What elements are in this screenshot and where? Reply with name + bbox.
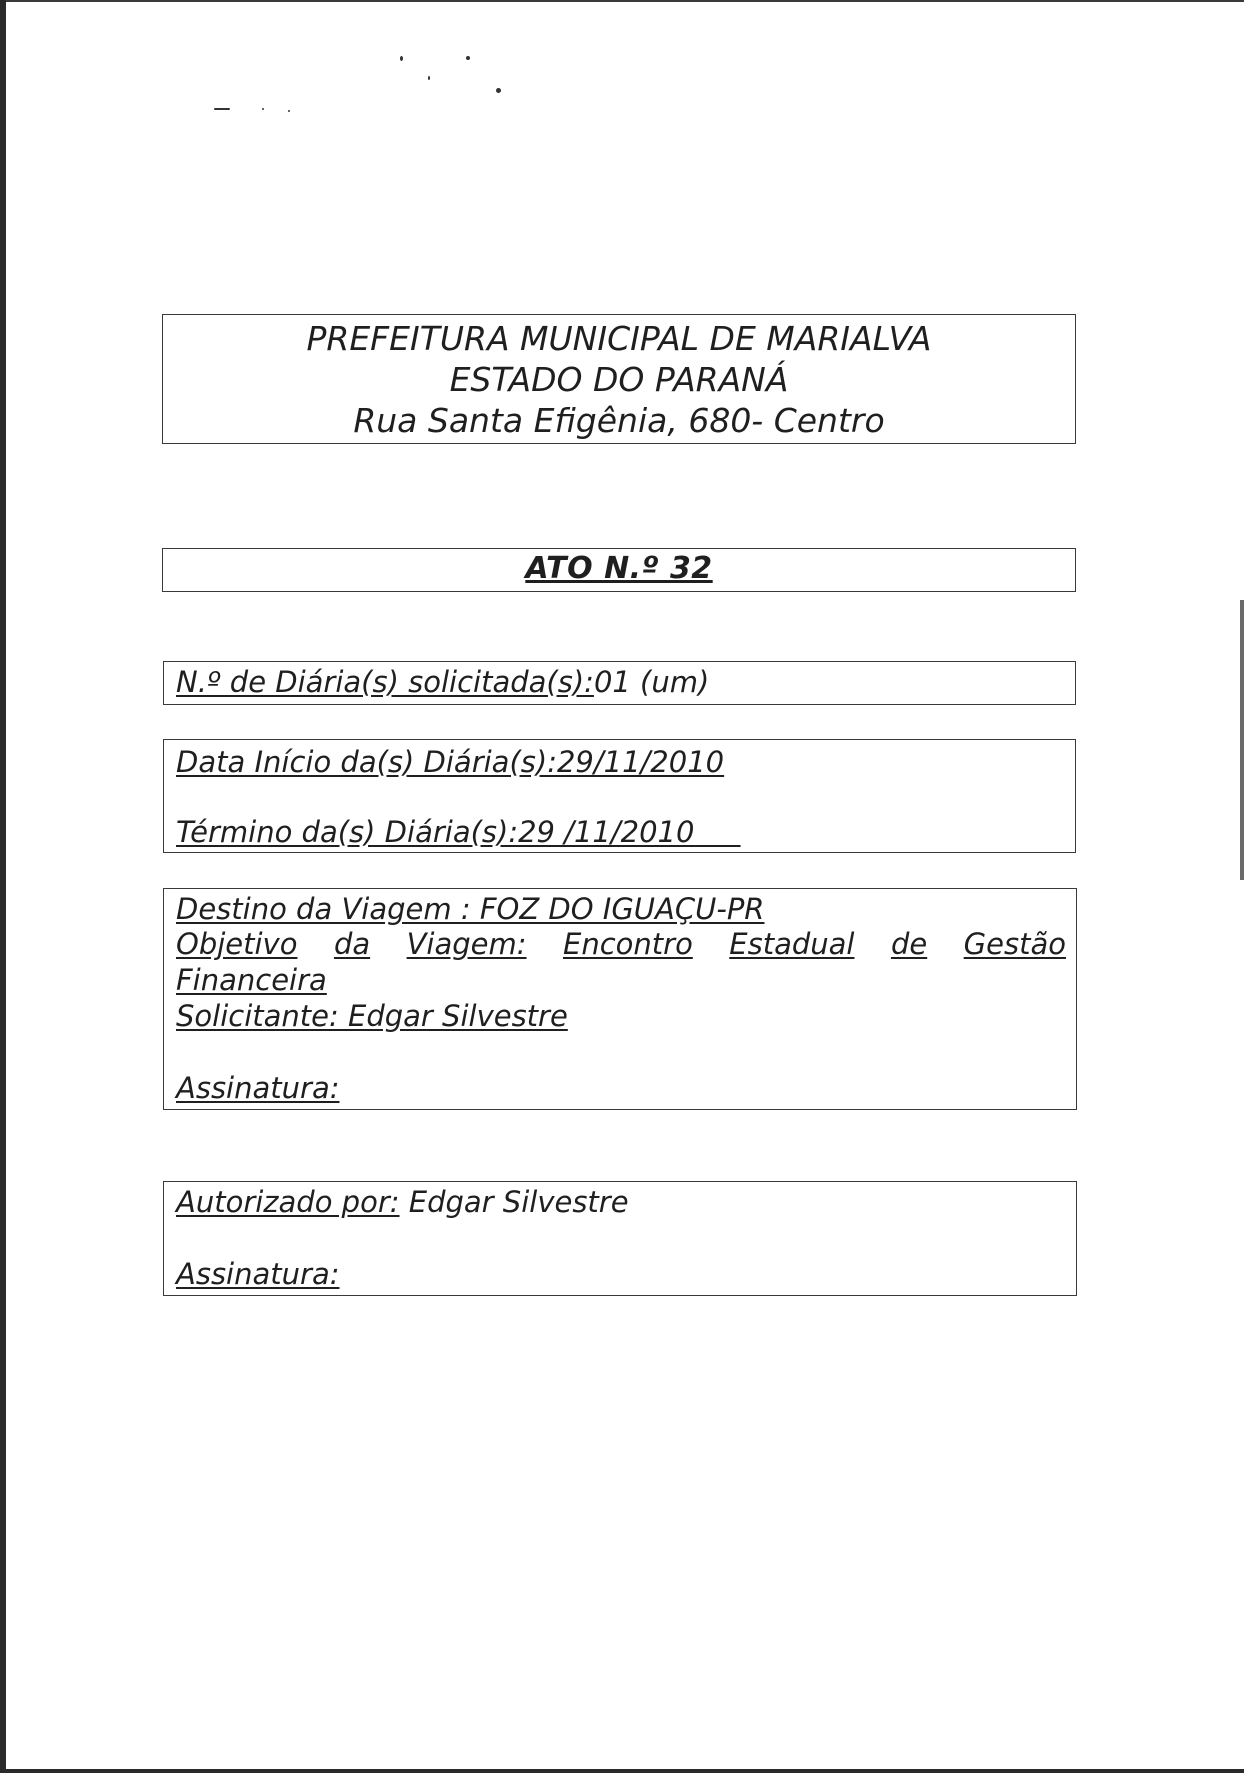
- diarias-line: [176, 664, 709, 700]
- data-termino-fill: [694, 815, 740, 849]
- objetivo-cont: Financeira: [176, 963, 327, 997]
- solicitante-assinatura: Assinatura:: [176, 1071, 340, 1105]
- diarias-label: N.º de Diária(s) solicitada(s):: [176, 665, 594, 699]
- objetivo-word: Encontro: [563, 927, 693, 961]
- objetivo-word: Gestão: [963, 927, 1066, 961]
- objetivo-word: Estadual: [729, 927, 855, 961]
- ato-title: ATO N.º 32: [525, 551, 713, 586]
- scan-speck: [466, 56, 470, 60]
- viagem-box: [163, 888, 1077, 1110]
- scan-speck: [496, 88, 501, 93]
- autorizado-assinatura: Assinatura:: [176, 1257, 340, 1291]
- autorizado-line: [176, 1184, 629, 1220]
- autorizacao-box: [163, 1181, 1077, 1296]
- scan-edge-left: [0, 0, 6, 1773]
- objetivo-word: de: [890, 927, 928, 961]
- address: Rua Santa Efigênia, 680- Centro: [353, 401, 885, 440]
- data-termino: Término da(s) Diária(s):29 /11/2010: [176, 815, 695, 849]
- scan-edge-bottom: [0, 1769, 1244, 1773]
- data-termino-line: [176, 814, 741, 850]
- scan-speck: [214, 108, 230, 110]
- solicitante: Solicitante: Edgar Silvestre: [176, 999, 568, 1033]
- autorizado-label: Autorizado por:: [176, 1185, 400, 1219]
- scan-speck: [400, 56, 403, 61]
- scan-speck: [262, 108, 264, 110]
- header-box: [162, 314, 1076, 444]
- destino: Destino da Viagem : FOZ DO IGUAÇU-PR: [176, 892, 765, 926]
- objetivo-word: da: [333, 927, 371, 961]
- diarias-box: [163, 661, 1076, 705]
- objetivo-word: Objetivo: [176, 927, 298, 961]
- scan-speck: [428, 76, 430, 80]
- scan-edge-top: [0, 0, 1244, 2]
- scan-edge-right: [1240, 600, 1244, 880]
- diarias-value: 01 (um): [593, 665, 710, 699]
- objetivo-line: [176, 926, 1066, 962]
- state-name: ESTADO DO PARANÁ: [449, 360, 789, 399]
- datas-box: [163, 739, 1076, 853]
- autorizado-value: Edgar Silvestre: [408, 1185, 629, 1219]
- objetivo-word: Viagem:: [406, 927, 527, 961]
- ato-box: [162, 548, 1076, 592]
- data-inicio: Data Início da(s) Diária(s):29/11/2010: [176, 745, 725, 779]
- municipality-name: PREFEITURA MUNICIPAL DE MARIALVA: [306, 319, 932, 358]
- scan-speck: [288, 110, 290, 112]
